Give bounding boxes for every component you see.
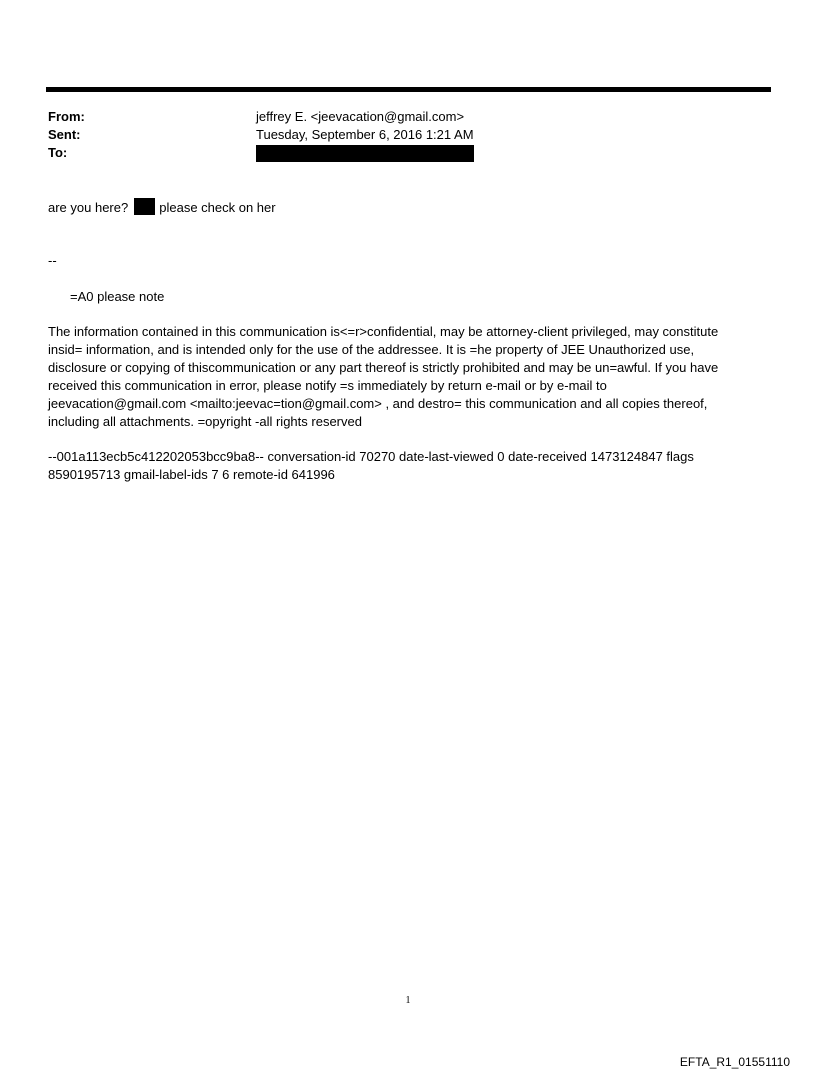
message-text-pre: are you here? [48,200,129,215]
to-row [48,144,768,162]
to-redaction-block [256,145,474,162]
from-value: jeffrey E. <jeevacation@gmail.com> [256,109,465,124]
email-header [48,108,768,162]
name-redaction-block [134,198,155,215]
disclaimer-line: disclosure or copying of thiscommunication or any part thereof is strictly prohibited and may be un=awful. If you have [48,360,719,375]
top-rule [46,87,771,92]
note-line: =A0 please note [70,289,165,304]
page-number: 1 [405,995,411,1006]
sent-value: Tuesday, September 6, 2016 1:21 AM [256,127,474,142]
to-label: To: [48,145,68,160]
from-label: From: [48,109,85,124]
disclaimer-line: jeevacation@gmail.com <mailto:jeevac=tion@gmail.com> , and destro= this communication and all copies thereof, [48,396,708,411]
metadata-paragraph [48,448,768,484]
from-row [48,108,768,126]
disclaimer-line: including all attachments. =opyright -all rights reserved [48,414,362,429]
metadata-line: 8590195713 gmail-label-ids 7 6 remote-id 641996 [48,467,335,482]
message-line [48,198,276,217]
sent-label: Sent: [48,127,81,142]
document-id: EFTA_R1_01551110 [679,1055,790,1069]
metadata-line: --001a113ecb5c412202053bcc9ba8-- conversation-id 70270 date-last-viewed 0 date-received 1473124847 flags [48,449,694,464]
sent-row [48,126,768,144]
message-text-post: please check on her [159,200,276,215]
disclaimer-paragraph [48,323,768,431]
disclaimer-line: received this communication in error, please notify =s immediately by return e-mail or by e-mail to [48,378,607,393]
disclaimer-line: insid= information, and is intended only for the use of the addressee. It is =he property of JEE Unauthorized use, [48,342,695,357]
disclaimer-line: The information contained in this communication is<=r>confidential, may be attorney-client privileged, may constitute [48,324,719,339]
signature-separator: -- [48,253,57,268]
to-value [256,144,768,162]
